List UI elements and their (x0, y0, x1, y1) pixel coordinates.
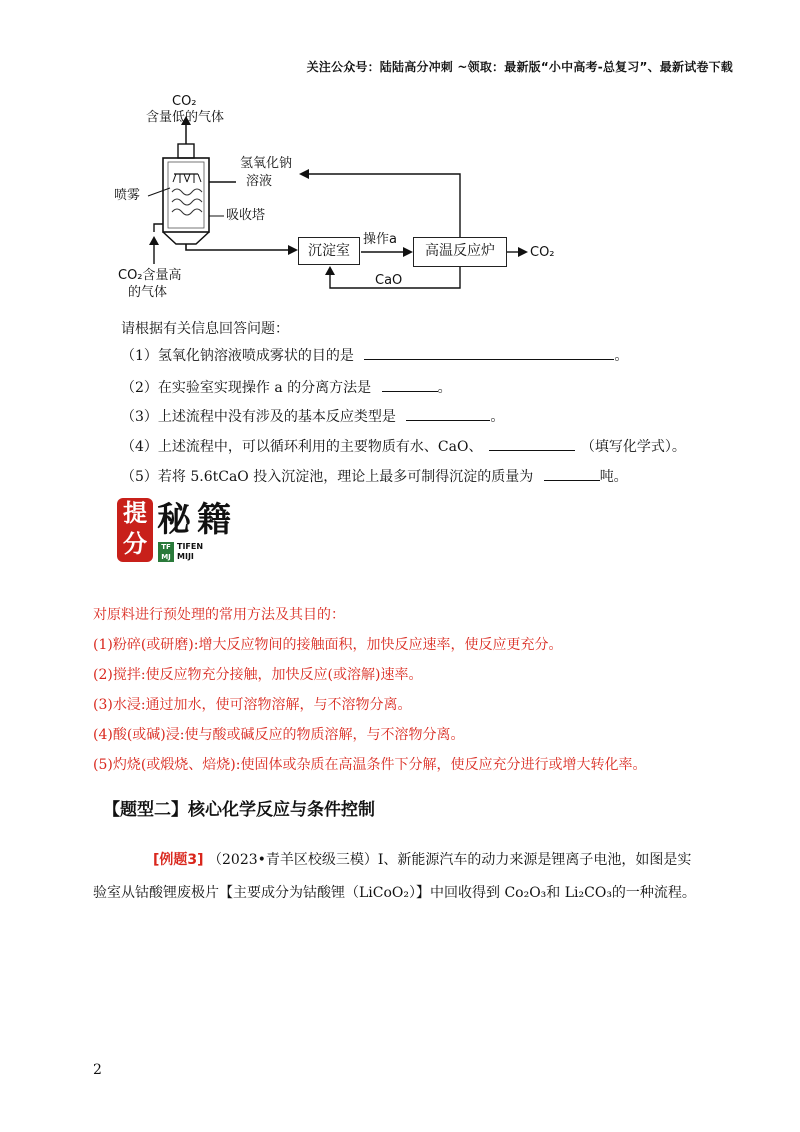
settling-room-box: 沉淀室 (298, 237, 360, 265)
spray-label: 喷雾 (114, 188, 141, 203)
question-1-text: （1）氢氧化钠溶液喷成雾状的目的是 (121, 348, 354, 364)
example-paragraph (93, 844, 703, 910)
questions-intro: 请根据有关信息回答问题： (121, 321, 289, 337)
question-2-end: 。 (437, 380, 452, 396)
cao-label: CaO (375, 273, 403, 288)
co2-top-label: CO₂ (172, 94, 197, 109)
section-title: 【题型二】核心化学反应与条件控制 (103, 800, 375, 820)
process-flow-diagram (108, 92, 568, 307)
question-5-end: 吨。 (599, 469, 628, 485)
furnace-box: 高温反应炉 (413, 237, 507, 267)
logo-badge-bottom: MJ (161, 553, 171, 561)
logo-char-1: 提 (123, 499, 147, 527)
question-4-text: （4）上述流程中，可以循环利用的主要物质有水、CaO、 (121, 439, 483, 455)
question-3-text: （3）上述流程中没有涉及的基本反应类型是 (121, 409, 396, 425)
logo-char-3: 秘 (157, 500, 191, 540)
answer-blank-1[interactable] (364, 345, 614, 360)
question-2-text: （2）在实验室实现操作 a 的分离方法是 (121, 380, 372, 396)
tower-label: 吸收塔 (226, 208, 266, 223)
question-1-end: 。 (614, 348, 629, 364)
logo-char-2: 分 (123, 530, 147, 558)
high-gas-label-line1: CO₂含量高 (118, 268, 182, 283)
question-3-end: 。 (490, 409, 505, 425)
page-header: 关注公众号：陆陆高分冲刺 ~领取：最新版“小中高考-总复习”、最新试卷下载 (306, 60, 733, 74)
high-gas-label-line2: 的气体 (128, 285, 168, 300)
logo-char-4: 籍 (197, 500, 231, 540)
tip-item-5: (5)灼烧(或煅烧、焙烧):使固体或杂质在高温条件下分解，使反应充分进行或增大转化率。 (93, 757, 647, 773)
logo-badge (158, 542, 174, 562)
tip-item-1: (1)粉碎(或研磨):增大反应物间的接触面积，加快反应速率，使反应更充分。 (93, 637, 563, 653)
question-2 (121, 377, 452, 397)
example-text: （2023•青羊区校级三模）Ⅰ、新能源汽车的动力来源是锂离子电池，如图是实验室从钴酸锂废极片【主要成分为钴酸锂（LiCoO₂）】中回收得到 Co₂O₃和 Li₂CO₃的一种流程。 (93, 852, 696, 901)
answer-blank-4[interactable] (489, 436, 575, 451)
question-4 (121, 436, 686, 456)
tip-item-2: (2)搅拌:使反应物充分接触，加快反应(或溶解)速率。 (93, 667, 423, 683)
tips-title: 对原料进行预处理的常用方法及其目的： (93, 607, 345, 623)
naoh-label-line1: 氢氧化钠 (240, 156, 293, 171)
tip-item-4: (4)酸(或碱)浸:使与酸或碱反应的物质溶解，与不溶物分离。 (93, 727, 465, 743)
co2-out-label: CO₂ (530, 245, 555, 260)
question-3 (121, 406, 504, 426)
question-4-end: （填写化学式）。 (580, 439, 686, 455)
logo-red-seal (117, 498, 153, 562)
example-tag: [例题3] (153, 852, 204, 868)
logo-en-line2: MIJI (177, 552, 194, 561)
tifen-miji-logo (117, 498, 237, 566)
operation-a-label: 操作a (363, 232, 397, 247)
page-number: 2 (93, 1062, 102, 1078)
tip-item-3: (3)水浸:通过加水，使可溶物溶解，与不溶物分离。 (93, 697, 412, 713)
logo-badge-top: TF (161, 543, 171, 551)
answer-blank-5[interactable] (544, 466, 600, 481)
question-5-text: （5）若将 5.6tCaO 投入沉淀池，理论上最多可制得沉淀的质量为 (121, 469, 534, 485)
logo-en-line1: TIFEN (177, 542, 204, 551)
answer-blank-2[interactable] (382, 377, 438, 392)
question-5 (121, 466, 628, 486)
answer-blank-3[interactable] (406, 406, 490, 421)
low-gas-label: 含量低的气体 (146, 110, 225, 125)
naoh-label-line2: 溶液 (246, 174, 273, 189)
question-1 (121, 345, 628, 365)
